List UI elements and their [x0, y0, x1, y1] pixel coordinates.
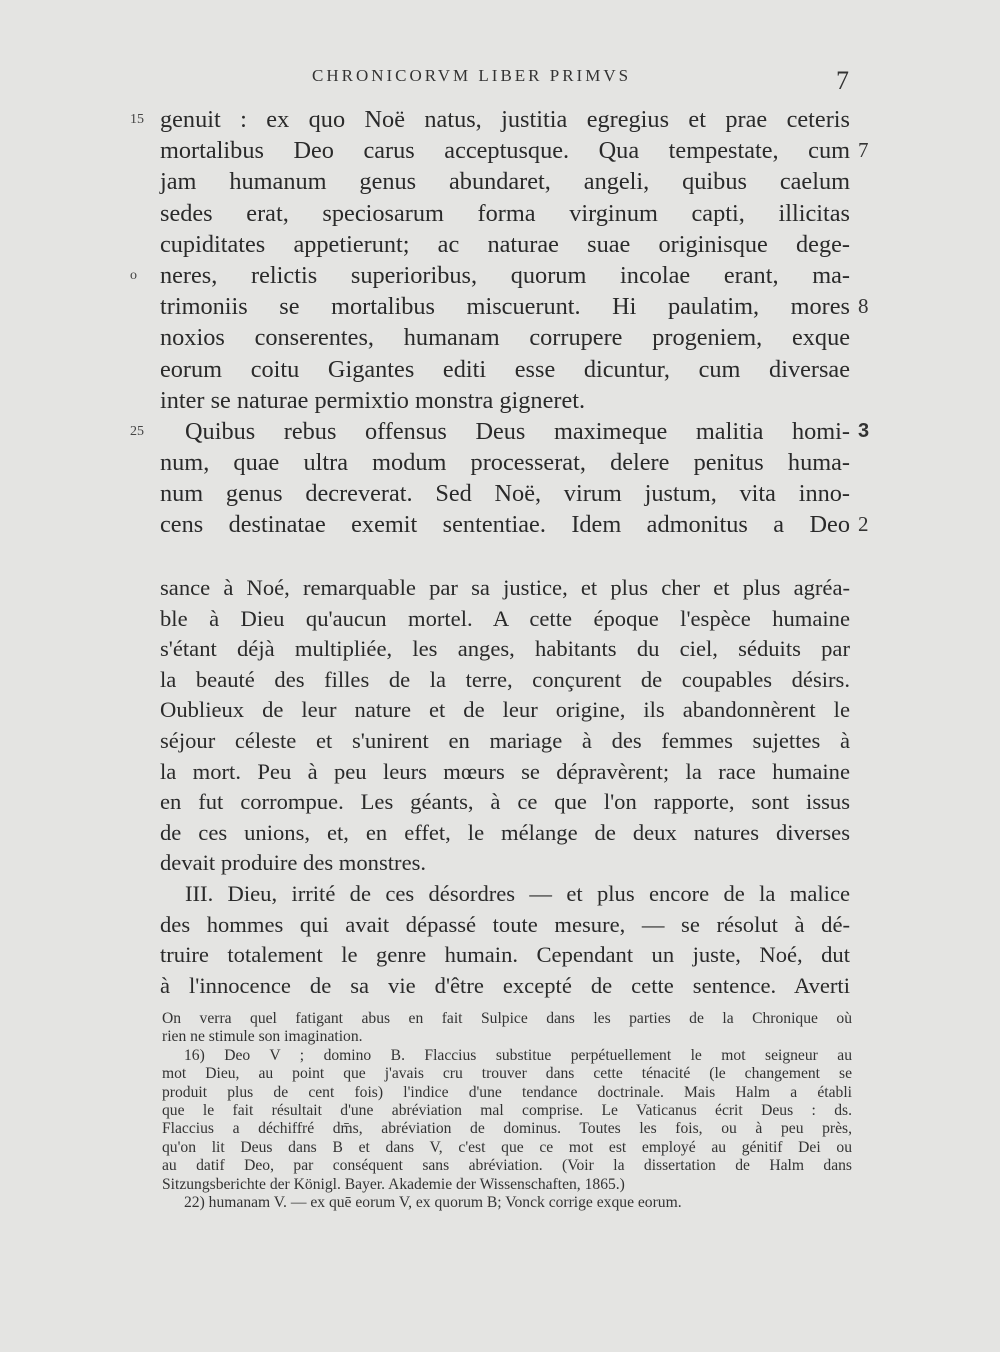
footnote-line: que le fait résultait d'une abréviation mal comprise. Le Vaticanus écrit Deus : ds. [162, 1101, 852, 1119]
latin-line: genuit : ex quo Noë natus, justitia egregius et prae ceteris 15 [160, 104, 850, 135]
french-line: de ces unions, et, en effet, le mélange de deux natures diverses [160, 819, 850, 845]
french-line: à l'innocence de sa vie d'être excepté de cette sentence. Averti [160, 972, 850, 998]
french-line: la beauté des filles de la terre, conçurent de coupables désirs. [160, 666, 850, 692]
latin-line: Quibus rebus offensus Deus maximeque malitia homi- 25 3 [160, 416, 850, 447]
footnote-line: au datif Deo, par conséquent sans abréviation. (Voir la dissertation de Halm dans [162, 1157, 852, 1175]
latin-line: trimoniis se mortalibus miscuerunt. Hi paulatim, mores 8 [160, 291, 850, 322]
latin-text [130, 104, 870, 541]
french-translation [160, 573, 850, 1001]
line-number: o [130, 267, 137, 283]
french-line: sance à Noé, remarquable par sa justice, et plus cher et plus agréa- [160, 575, 850, 600]
section-number: 2 [858, 512, 869, 537]
french-line: truire totalement le genre humain. Cependant un juste, Noé, dut [160, 942, 850, 968]
running-head: CHRONICORVM LIBER PRIMVS [312, 66, 632, 85]
footnote-line: Flaccius a déchiffré dm̄s, abréviation de dominus. Toutes les fois, ou à peu près, [162, 1120, 852, 1138]
latin-line: mortalibus Deo carus acceptusque. Qua tempestate, cum 7 [160, 135, 850, 166]
section-number: 7 [858, 138, 869, 163]
line-number: 15 [130, 112, 144, 127]
page-number: 7 [836, 66, 849, 95]
latin-line: num genus decreverat. Sed Noë, virum justum, vita inno- [160, 480, 850, 508]
section-number: 8 [858, 294, 869, 319]
french-line: séjour céleste et s'unirent en mariage à des femmes sujettes à [160, 727, 850, 753]
latin-line: cupiditates appetierunt; ac naturae suae originisque dege- [160, 230, 850, 258]
french-line: la mort. Peu à peu leurs mœurs se dépravèrent; la race humaine [160, 758, 850, 784]
footnote-line: mot Dieu, au point que j'avais cru trouver dans cette ténacité (le changement se [162, 1065, 852, 1083]
footnote-line: produit plus de cent fois) l'indice d'une tendance doctrinale. Mais Halm a établi [162, 1083, 852, 1101]
footnotes [162, 1010, 852, 1212]
footnote-line: Sitzungsberichte der Königl. Bayer. Akademie der Wissenschaften, 1865.) [162, 1175, 625, 1193]
french-line: en fut corrompue. Les géants, à ce que l'on rapporte, sont issus [160, 789, 850, 815]
footnote-line: rien ne stimule son imagination. [162, 1028, 363, 1046]
french-line: Oublieux de leur nature et de leur origine, ils abandonnèrent le [160, 697, 850, 723]
footnote-line: On verra quel fatigant abus en fait Sulpice dans les parties de la Chronique où [162, 1010, 852, 1027]
latin-line: neres, relictis superioribus, quorum incolae erant, ma- o [160, 260, 850, 291]
latin-line: jam humanum genus abundaret, angeli, quibus caelum [160, 168, 850, 196]
latin-line: sedes erat, speciosarum forma virginum capti, illicitas [160, 199, 850, 227]
french-line: ble à Dieu qu'aucun mortel. A cette époque l'espèce humaine [160, 605, 850, 631]
footnote-line: 22) humanam V. — ex quē eorum V, ex quorum B; Vonck corrige exque eorum. [184, 1193, 682, 1211]
latin-line: cens destinatae exemit sententiae. Idem admonitus a Deo 2 [160, 509, 850, 540]
french-line: des hommes qui avait dépassé toute mesure, — se résolut à dé- [160, 911, 850, 937]
french-line: III. Dieu, irrité de ces désordres — et plus encore de la malice [185, 880, 850, 906]
section-number: 3 [858, 419, 870, 442]
footnote-line: 16) Deo V ; domino B. Flaccius substitue perpétuellement le mot seigneur au [184, 1046, 852, 1064]
latin-line: eorum coitu Gigantes editi esse dicuntur, cum diversae [160, 355, 850, 383]
line-number: 25 [130, 423, 144, 439]
french-line: s'étant déjà multipliée, les anges, habitants du ciel, séduits par [160, 636, 850, 662]
footnote-line: qu'on lit Deus dans B et dans V, c'est que ce mot est employé au génitif Dei ou [162, 1138, 852, 1156]
latin-line: inter se naturae permixtio monstra gigneret. [160, 386, 586, 414]
french-line: devait produire des monstres. [160, 850, 427, 876]
latin-line: noxios conserentes, humanam corrupere progeniem, exque [160, 324, 850, 352]
latin-line: num, quae ultra modum processerat, delere penitus huma- [160, 449, 850, 477]
